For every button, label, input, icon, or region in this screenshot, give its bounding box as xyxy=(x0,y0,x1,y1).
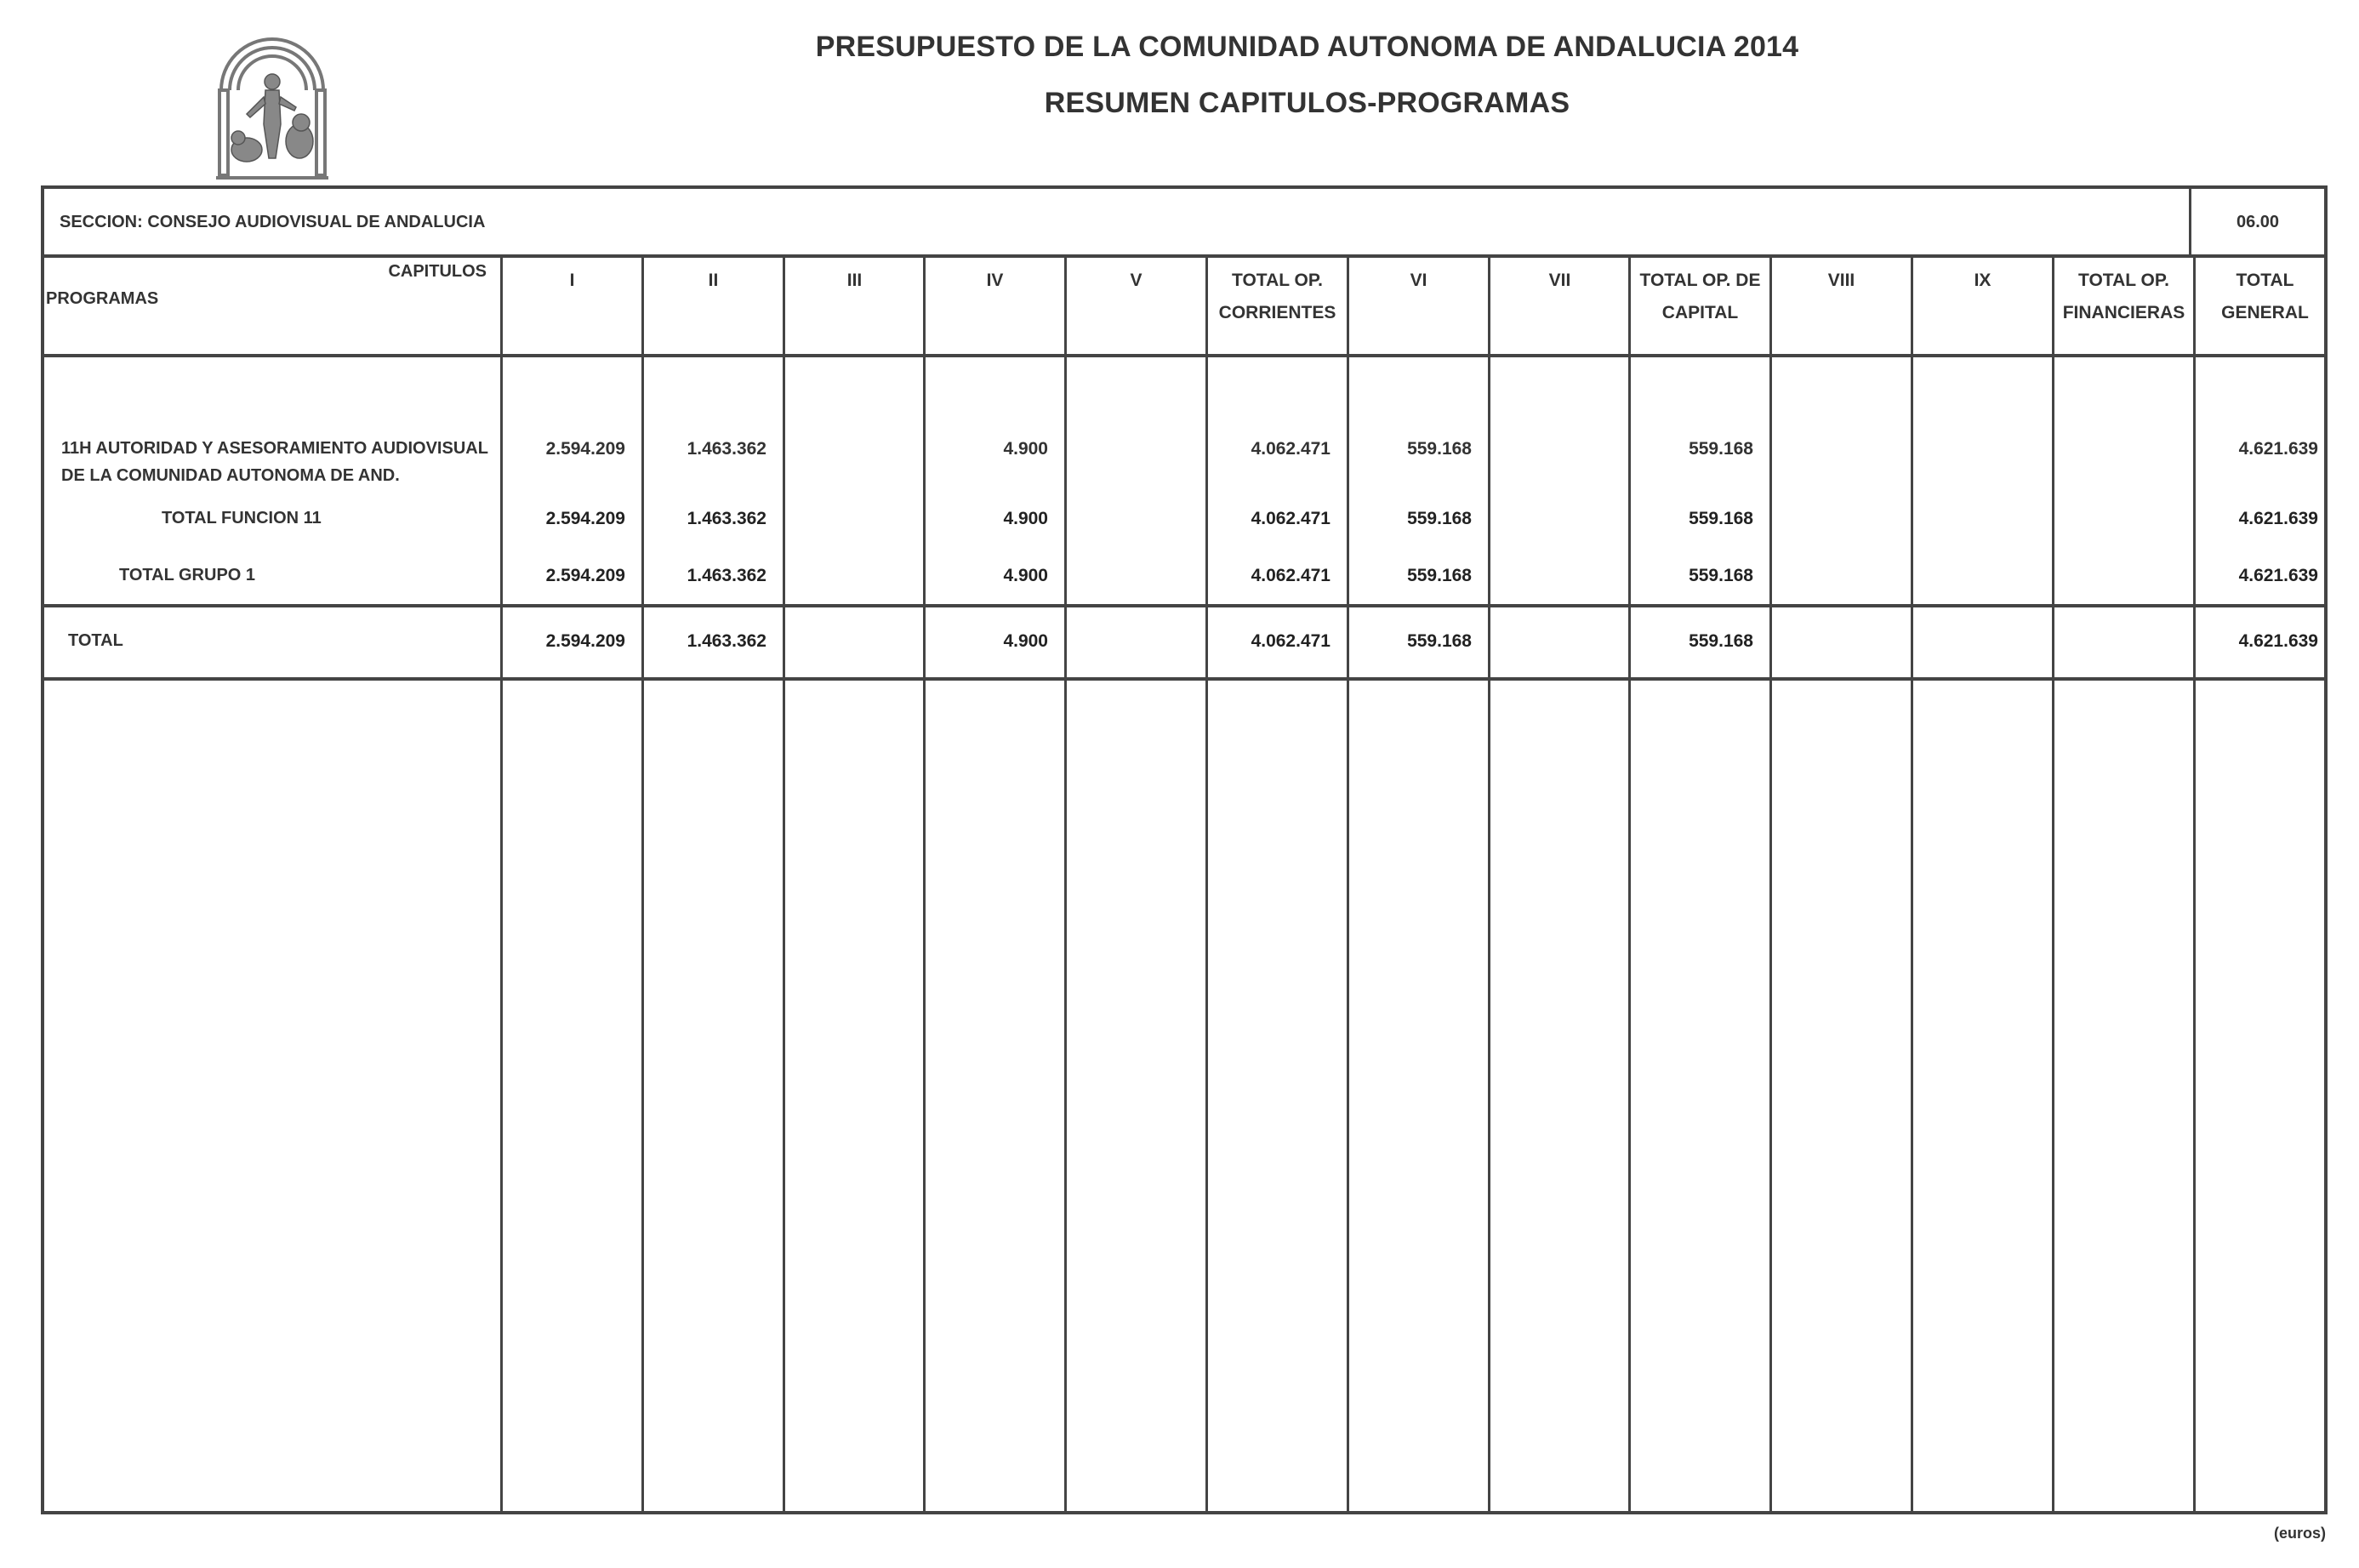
table-cell: 4.900 xyxy=(1003,439,1048,459)
corner-programas: PROGRAMAS xyxy=(46,289,159,308)
section-separator xyxy=(44,254,2324,258)
table-cell: 559.168 xyxy=(1407,439,1472,459)
table-cell: 4.621.639 xyxy=(2238,631,2318,651)
column-header: VII xyxy=(1548,271,1571,290)
column-header: V xyxy=(1130,271,1142,290)
table-cell: 559.168 xyxy=(1689,566,1753,585)
total-separator-top xyxy=(44,604,2324,607)
units-note: (euros) xyxy=(2273,1525,2326,1542)
column-divider xyxy=(1911,254,1913,1511)
row-label-total: TOTAL xyxy=(68,631,123,650)
column-header: TOTAL xyxy=(2236,271,2294,290)
column-header: IX xyxy=(1974,271,1991,290)
table-cell: 4.062.471 xyxy=(1251,566,1330,585)
column-header: II xyxy=(708,271,719,290)
table-cell: 4.062.471 xyxy=(1251,439,1330,459)
total-separator-bottom xyxy=(44,677,2324,681)
table-cell: 2.594.209 xyxy=(545,509,625,528)
column-divider xyxy=(1769,254,1772,1511)
column-header: CAPITAL xyxy=(1661,303,1739,322)
column-header: VIII xyxy=(1827,271,1855,290)
column-header: FINANCIERAS xyxy=(2062,303,2185,322)
table-cell: 1.463.362 xyxy=(687,509,766,528)
column-header: IV xyxy=(986,271,1004,290)
row-label-total-grupo: TOTAL GRUPO 1 xyxy=(119,566,256,584)
column-divider xyxy=(2052,254,2054,1511)
table-cell: 4.062.471 xyxy=(1251,509,1330,528)
document-subtitle: RESUMEN CAPITULOS-PROGRAMAS xyxy=(1044,87,1570,119)
table-cell: 559.168 xyxy=(1407,631,1472,651)
row-label-program: 11H AUTORIDAD Y ASESORAMIENTO AUDIOVISUAL xyxy=(61,439,488,458)
table-cell: 4.062.471 xyxy=(1251,631,1330,651)
budget-table xyxy=(41,185,2328,1514)
table-cell: 4.900 xyxy=(1003,509,1048,528)
column-header: TOTAL OP. xyxy=(1232,271,1323,290)
column-header: III xyxy=(846,271,863,290)
table-cell: 4.621.639 xyxy=(2238,566,2318,585)
column-divider xyxy=(1488,254,1490,1511)
column-header: TOTAL OP. DE xyxy=(1639,271,1761,290)
table-cell: 559.168 xyxy=(1407,509,1472,528)
corner-capitulos: CAPITULOS xyxy=(388,262,487,281)
table-cell: 2.594.209 xyxy=(545,631,625,651)
table-cell: 1.463.362 xyxy=(687,439,766,459)
table-cell: 559.168 xyxy=(1689,439,1753,459)
table-cell: 2.594.209 xyxy=(545,439,625,459)
column-header: GENERAL xyxy=(2221,303,2309,322)
column-header: TOTAL OP. xyxy=(2078,271,2169,290)
document-title: PRESUPUESTO DE LA COMUNIDAD AUTONOMA DE ANDALUCIA 2014 xyxy=(815,31,1799,63)
section-label: SECCION: CONSEJO AUDIOVISUAL DE ANDALUCIA xyxy=(60,213,486,231)
table-cell: 4.900 xyxy=(1003,566,1048,585)
column-divider xyxy=(783,254,785,1511)
table-cell: 4.900 xyxy=(1003,631,1048,651)
column-header: CORRIENTES xyxy=(1218,303,1336,322)
table-cell: 559.168 xyxy=(1689,509,1753,528)
column-header: VI xyxy=(1410,271,1427,290)
column-divider xyxy=(1064,254,1067,1511)
table-cell: 1.463.362 xyxy=(687,566,766,585)
table-cell: 4.621.639 xyxy=(2238,439,2318,459)
table-cell: 1.463.362 xyxy=(687,631,766,651)
section-code: 06.00 xyxy=(2236,213,2280,231)
table-cell: 2.594.209 xyxy=(545,566,625,585)
row-label-program-line2: DE LA COMUNIDAD AUTONOMA DE AND. xyxy=(61,466,400,485)
column-header: I xyxy=(569,271,575,290)
table-cell: 559.168 xyxy=(1689,631,1753,651)
table-cell: 559.168 xyxy=(1407,566,1472,585)
table-cell: 4.621.639 xyxy=(2238,509,2318,528)
row-label-total-funcion: TOTAL FUNCION 11 xyxy=(162,509,322,527)
